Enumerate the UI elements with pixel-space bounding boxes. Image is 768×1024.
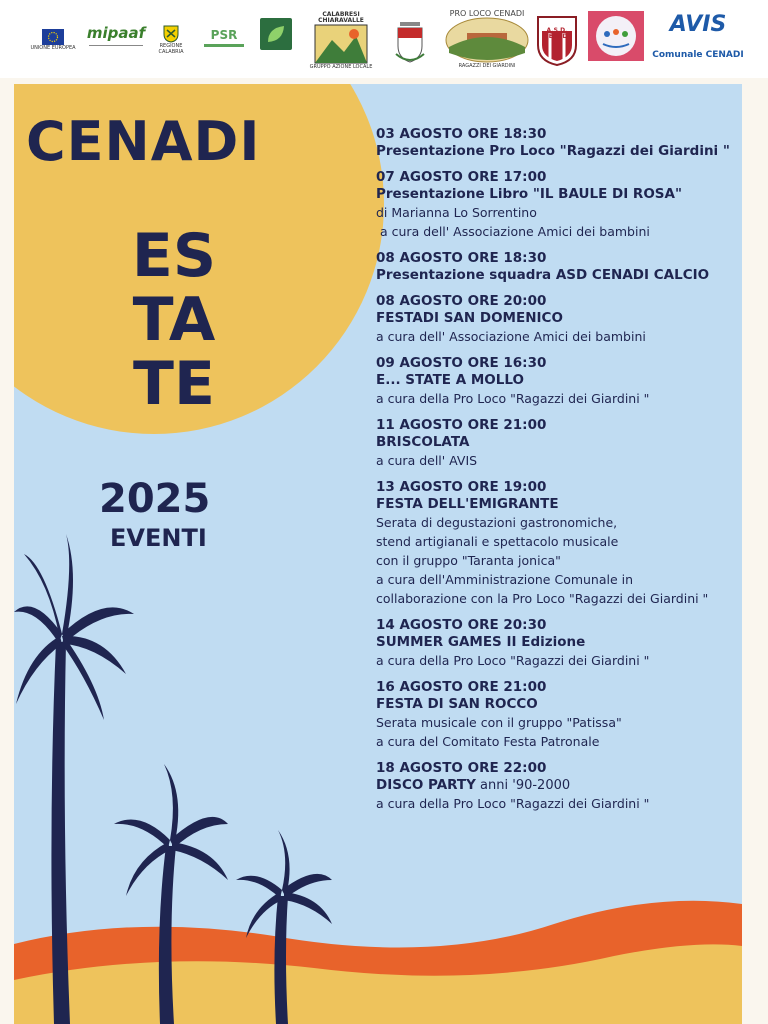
avis-subcaption: Comunale CENADI bbox=[652, 49, 744, 60]
event-line: a cura del Comitato Festa Patronale bbox=[376, 734, 600, 749]
mipaaf-logo bbox=[86, 14, 146, 64]
regione-calabria-logo bbox=[148, 18, 194, 62]
eu-caption: UNIONE EUROPEA bbox=[30, 45, 76, 51]
amici-bambini-logo bbox=[586, 10, 646, 62]
event-title: FESTA DI SAN ROCCO bbox=[376, 696, 538, 712]
event-date: 08 AGOSTO ORE 18:30 bbox=[376, 250, 547, 266]
event-line: a cura della Pro Loco "Ragazzi dei Giardini " bbox=[376, 391, 650, 406]
eventi-label: EVENTI bbox=[110, 524, 207, 552]
year-label: 2025 bbox=[99, 476, 211, 522]
gal-emblem-icon bbox=[314, 24, 368, 64]
event-line: a cura dell' AVIS bbox=[376, 453, 478, 468]
event-item bbox=[376, 417, 742, 470]
asd-caption: A.S.D. CENADI bbox=[544, 27, 570, 40]
regione-caption: REGIONE CALABRIA bbox=[158, 43, 184, 55]
pro-loco-subcaption: RAGAZZI DEI GIARDINI bbox=[458, 63, 516, 69]
event-date: 07 AGOSTO ORE 17:00 bbox=[376, 169, 547, 185]
event-line: Serata musicale con il gruppo "Patissa" bbox=[376, 715, 622, 730]
avis-logo bbox=[652, 10, 744, 62]
gal-caption: CALABRESI CHIARAVALLE bbox=[318, 11, 364, 24]
event-date: 03 AGOSTO ORE 18:30 bbox=[376, 126, 547, 142]
pro-loco-emblem-icon bbox=[445, 17, 529, 63]
event-title: FESTA DELL'EMIGRANTE bbox=[376, 496, 559, 512]
leader-logo bbox=[260, 18, 292, 50]
event-date: 09 AGOSTO ORE 16:30 bbox=[376, 355, 547, 371]
poster bbox=[14, 84, 742, 1024]
estate-title bbox=[114, 221, 234, 419]
asd-cenadi-logo bbox=[534, 12, 580, 70]
amici-bambini-emblem-icon bbox=[587, 10, 645, 62]
event-date: 11 AGOSTO ORE 21:00 bbox=[376, 417, 547, 433]
psr-calabria-logo bbox=[198, 20, 250, 54]
regione-stemma-icon bbox=[163, 25, 179, 43]
event-title: FESTADI SAN DOMENICO bbox=[376, 310, 563, 326]
event-title-suffix: anni '90-2000 bbox=[475, 778, 571, 793]
event-title bbox=[376, 777, 742, 794]
palm-tree-icon bbox=[114, 764, 228, 1024]
palm-tree-icon bbox=[236, 830, 332, 1024]
event-line: a cura dell' Associazione Amici dei bambini bbox=[380, 224, 650, 239]
event-title: BRISCOLATA bbox=[376, 434, 470, 450]
event-date: 16 AGOSTO ORE 21:00 bbox=[376, 679, 547, 695]
pro-loco-logo bbox=[442, 4, 532, 76]
pro-loco-caption: PRO LOCO CENADI bbox=[449, 9, 525, 18]
mipaaf-text: mipaaf bbox=[86, 24, 146, 42]
comune-crest-icon bbox=[394, 20, 426, 64]
estate-line: TE bbox=[133, 349, 215, 419]
event-title: Presentazione squadra ASD CENADI CALCIO bbox=[376, 267, 710, 283]
event-line: collaborazione con la Pro Loco "Ragazzi dei Giardini " bbox=[376, 591, 709, 606]
event-line: a cura della Pro Loco "Ragazzi dei Giardini " bbox=[376, 796, 650, 811]
event-item bbox=[376, 679, 742, 751]
eu-flag-icon bbox=[42, 29, 64, 45]
event-item bbox=[376, 355, 742, 408]
event-item bbox=[376, 250, 742, 284]
unione-europea-logo bbox=[30, 18, 76, 62]
events-list bbox=[376, 126, 742, 822]
event-item bbox=[376, 293, 742, 346]
event-line: a cura della Pro Loco "Ragazzi dei Giardini " bbox=[376, 653, 650, 668]
comune-stemma-logo bbox=[390, 12, 430, 72]
event-title: Presentazione Pro Loco "Ragazzi dei Giardini " bbox=[376, 143, 730, 159]
event-title: SUMMER GAMES II Edizione bbox=[376, 634, 586, 650]
event-line: di Marianna Lo Sorrentino bbox=[376, 205, 537, 220]
gal-logo bbox=[308, 10, 374, 72]
event-item bbox=[376, 617, 742, 670]
leaf-icon bbox=[265, 23, 287, 45]
event-item bbox=[376, 479, 742, 608]
event-item bbox=[376, 126, 742, 160]
avis-text: AVIS bbox=[669, 11, 727, 37]
psr-text: PSR bbox=[210, 27, 238, 42]
event-item bbox=[376, 760, 742, 813]
event-title-main: DISCO PARTY bbox=[376, 777, 476, 793]
event-title: Presentazione Libro "IL BAULE DI ROSA" bbox=[376, 186, 682, 202]
event-date: 18 AGOSTO ORE 22:00 bbox=[376, 760, 547, 776]
event-line: con il gruppo "Taranta jonica" bbox=[376, 553, 561, 568]
estate-line: TA bbox=[132, 285, 216, 355]
event-item bbox=[376, 169, 742, 241]
event-date: 13 AGOSTO ORE 19:00 bbox=[376, 479, 547, 495]
palm-trees bbox=[14, 524, 414, 1024]
event-title: E... STATE A MOLLO bbox=[376, 372, 524, 388]
sponsor-logos-bar bbox=[0, 0, 768, 78]
palm-tree-icon bbox=[14, 534, 134, 1024]
event-line: a cura dell'Amministrazione Comunale in bbox=[376, 572, 634, 587]
poster-title: CENADI bbox=[26, 110, 261, 173]
event-line: a cura dell' Associazione Amici dei bambini bbox=[376, 329, 646, 344]
event-date: 08 AGOSTO ORE 20:00 bbox=[376, 293, 547, 309]
event-line: Serata di degustazioni gastronomiche, bbox=[376, 515, 618, 530]
estate-line: ES bbox=[131, 221, 217, 291]
event-date: 14 AGOSTO ORE 20:30 bbox=[376, 617, 547, 633]
event-line: stend artigianali e spettacolo musicale bbox=[376, 534, 619, 549]
asd-shield-icon bbox=[536, 15, 578, 67]
gal-subcaption: GRUPPO AZIONE LOCALE bbox=[309, 64, 373, 70]
